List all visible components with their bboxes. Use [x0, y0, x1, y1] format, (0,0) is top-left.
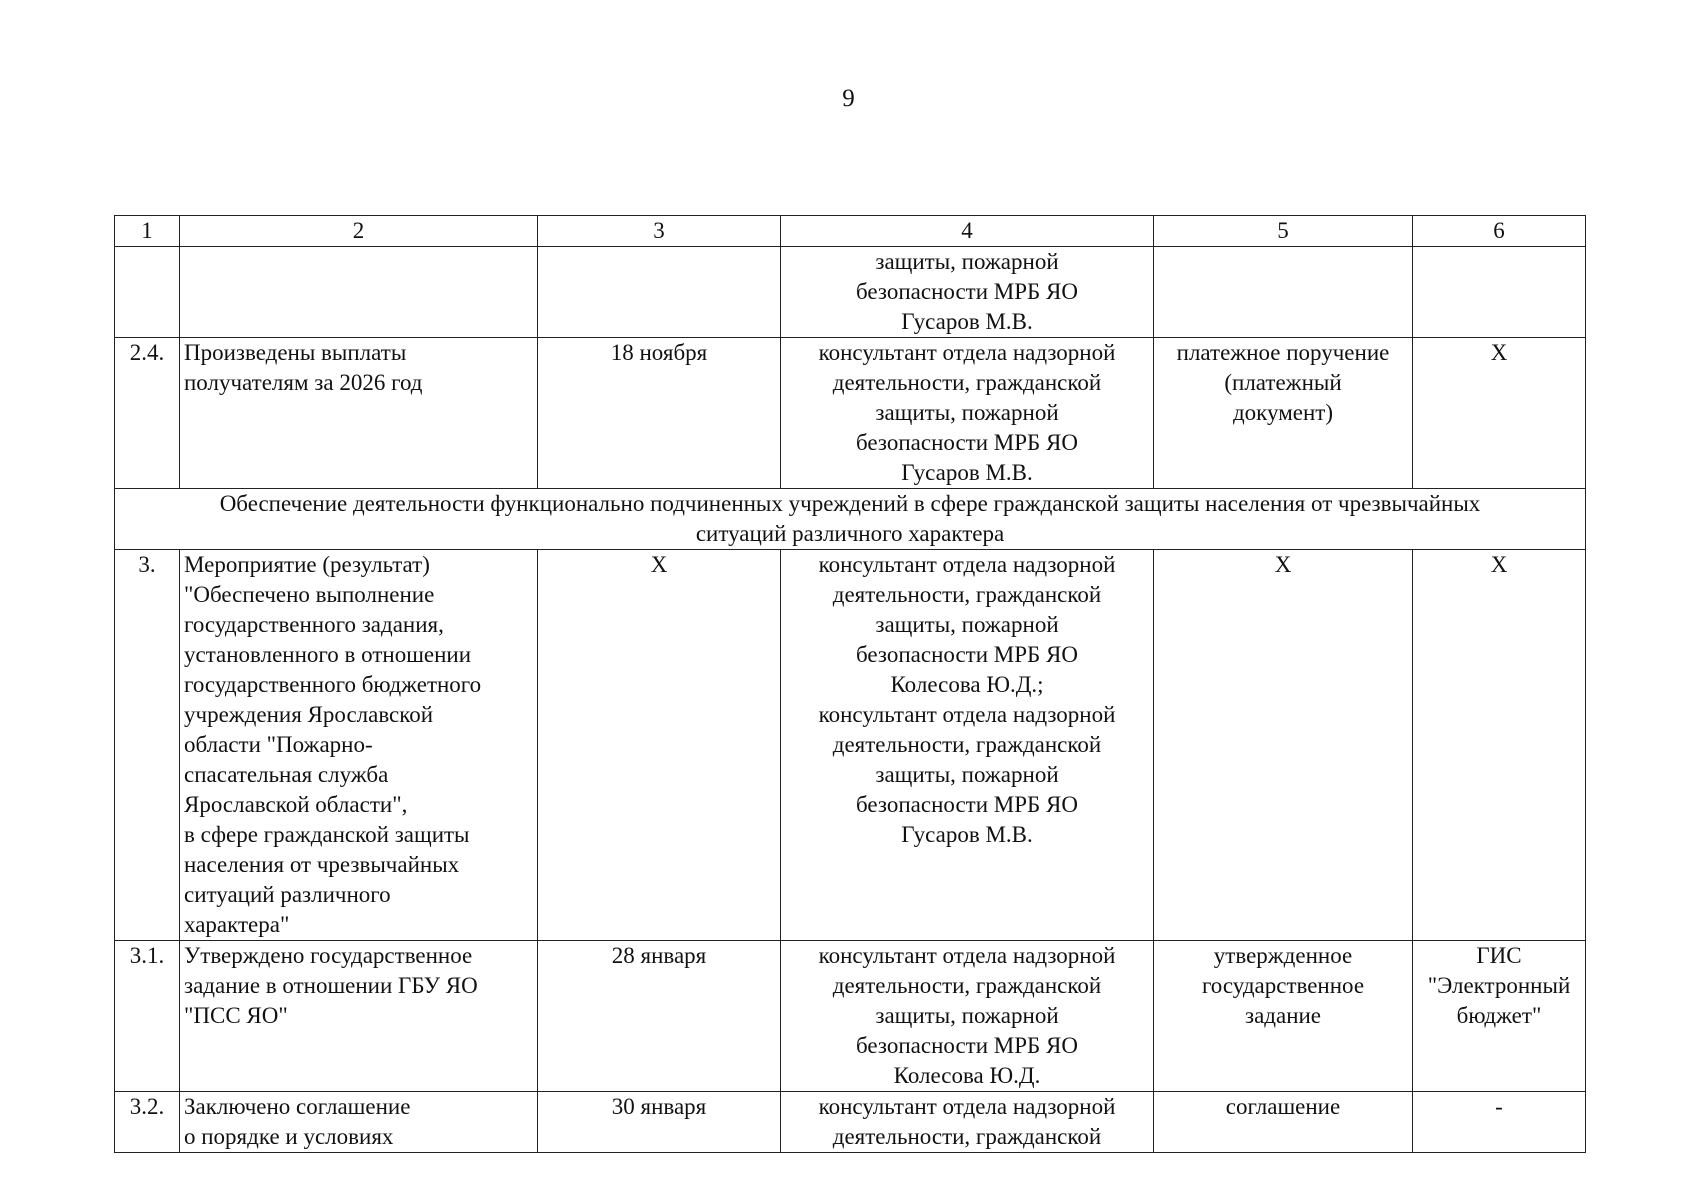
row-responsible-line: безопасности МРБ ЯО [856, 1033, 1078, 1058]
row-responsible-line: деятельности, гражданской [832, 582, 1102, 607]
row-document-line: платежное поручение [1176, 340, 1390, 365]
row-system-line: бюджет" [1456, 1003, 1542, 1028]
page-number: 9 [842, 85, 855, 112]
row-responsible-line: Гусаров М.В. [901, 822, 1033, 847]
row-system [1413, 941, 1586, 1092]
row-system-line: ГИС [1476, 943, 1522, 968]
row-document-line: государственное [1201, 973, 1365, 998]
row-responsible-line: деятельности, гражданской [832, 370, 1102, 395]
row-title-line: получателям за 2026 год [184, 370, 423, 395]
row-number: 3.2. [115, 1092, 180, 1153]
column-number-header: 6 [1413, 216, 1586, 247]
row-responsible-line: консультант отдела надзорной [818, 340, 1116, 365]
row-title [180, 338, 538, 489]
row-date: Х [538, 550, 781, 941]
row-title-line: государственного задания, [184, 612, 444, 637]
row-date [538, 247, 781, 338]
row-responsible-line: консультант отдела надзорной [818, 1094, 1116, 1119]
section-heading [115, 489, 1586, 550]
document-table [114, 215, 1586, 1153]
row-responsible [781, 338, 1154, 489]
row-title [180, 550, 538, 941]
row-document [1154, 941, 1413, 1092]
row-document [1154, 247, 1413, 338]
row-title-line: Утверждено государственное [184, 943, 473, 968]
row-title [180, 941, 538, 1092]
row-responsible-line: Гусаров М.В. [901, 460, 1033, 485]
row-document-line: документ) [1232, 400, 1334, 425]
row-title-line: "Обеспечено выполнение [184, 582, 435, 607]
row-title-line: Мероприятие (результат) [184, 552, 430, 577]
row-responsible [781, 550, 1154, 941]
row-responsible-line: безопасности МРБ ЯО [856, 642, 1078, 667]
table-row [115, 550, 1586, 941]
row-number: 2.4. [115, 338, 180, 489]
section-heading-line: ситуаций различного характера [695, 521, 1005, 546]
row-title-line: характера" [184, 912, 290, 937]
row-title-line: населения от чрезвычайных [184, 852, 460, 877]
row-document [1154, 550, 1413, 941]
row-document-line: задание [1244, 1003, 1322, 1028]
row-responsible-line: деятельности, гражданской [832, 973, 1102, 998]
row-title-line: "ПСС ЯО" [184, 1003, 288, 1028]
table-row [115, 941, 1586, 1092]
row-document-line: Х [1274, 552, 1292, 577]
row-title-line: Произведены выплаты [184, 340, 407, 365]
row-responsible-line: защиты, пожарной [875, 400, 1059, 425]
row-title-line: в сфере гражданской защиты [184, 822, 470, 847]
row-system [1413, 247, 1586, 338]
column-number-header: 4 [781, 216, 1154, 247]
row-responsible-line: безопасности МРБ ЯО [856, 430, 1078, 455]
row-date: 28 января [538, 941, 781, 1092]
row-system [1413, 338, 1586, 489]
table-row [115, 338, 1586, 489]
row-responsible-line: безопасности МРБ ЯО [856, 279, 1078, 304]
row-responsible [781, 941, 1154, 1092]
table-header-row [115, 216, 1586, 247]
row-title-line: задание в отношении ГБУ ЯО [184, 973, 478, 998]
row-number: 3. [115, 550, 180, 941]
row-responsible [781, 1092, 1154, 1153]
row-responsible-line: безопасности МРБ ЯО [856, 792, 1078, 817]
column-number-header: 3 [538, 216, 781, 247]
table-row [115, 247, 1586, 338]
row-system-line: - [1495, 1094, 1503, 1119]
row-system [1413, 550, 1586, 941]
column-number-header: 5 [1154, 216, 1413, 247]
row-title-line: ситуаций различного [184, 882, 391, 907]
table-row [115, 1092, 1586, 1153]
row-responsible-line: Гусаров М.В. [901, 309, 1033, 334]
row-responsible-line: деятельности, гражданской [832, 1124, 1102, 1149]
row-responsible [781, 247, 1154, 338]
row-responsible-line: защиты, пожарной [875, 762, 1059, 787]
section-row [115, 489, 1586, 550]
row-system [1413, 1092, 1586, 1153]
row-title [180, 247, 538, 338]
row-date: 30 января [538, 1092, 781, 1153]
section-heading-line: Обеспечение деятельности функционально подчиненных учреждений в сфере гражданской защиты населения от чрезвычайных [219, 491, 1481, 516]
row-responsible-line: консультант отдела надзорной [818, 702, 1116, 727]
row-title-line: учреждения Ярославской [184, 702, 434, 727]
row-title-line: государственного бюджетного [184, 672, 482, 697]
column-number-header: 2 [180, 216, 538, 247]
row-system-line: Х [1490, 340, 1508, 365]
row-document-line: утвержденное [1213, 943, 1353, 968]
row-document [1154, 338, 1413, 489]
row-responsible-line: Колесова Ю.Д. [893, 1063, 1041, 1088]
row-document-line: соглашение [1225, 1094, 1341, 1119]
row-title-line: установленного в отношении [184, 642, 472, 667]
row-document [1154, 1092, 1413, 1153]
row-date: 18 ноября [538, 338, 781, 489]
row-title-line: Ярославской области", [184, 792, 408, 817]
row-system-line: Х [1490, 552, 1508, 577]
row-title-line: области "Пожарно- [184, 732, 373, 757]
row-title-line: Заключено соглашение [184, 1094, 411, 1119]
row-responsible-line: консультант отдела надзорной [818, 552, 1116, 577]
row-title-line: о порядке и условиях [184, 1124, 394, 1149]
row-responsible-line: защиты, пожарной [875, 1003, 1059, 1028]
row-responsible-line: деятельности, гражданской [832, 732, 1102, 757]
row-title-line: спасательная служба [184, 762, 389, 787]
row-number [115, 247, 180, 338]
row-responsible-line: защиты, пожарной [875, 612, 1059, 637]
column-number-header: 1 [115, 216, 180, 247]
row-responsible-line: защиты, пожарной [875, 249, 1059, 274]
row-title [180, 1092, 538, 1153]
row-number: 3.1. [115, 941, 180, 1092]
row-responsible-line: консультант отдела надзорной [818, 943, 1116, 968]
row-document-line: (платежный [1224, 370, 1342, 395]
row-system-line: "Электронный [1427, 973, 1571, 998]
row-responsible-line: Колесова Ю.Д.; [890, 672, 1044, 697]
